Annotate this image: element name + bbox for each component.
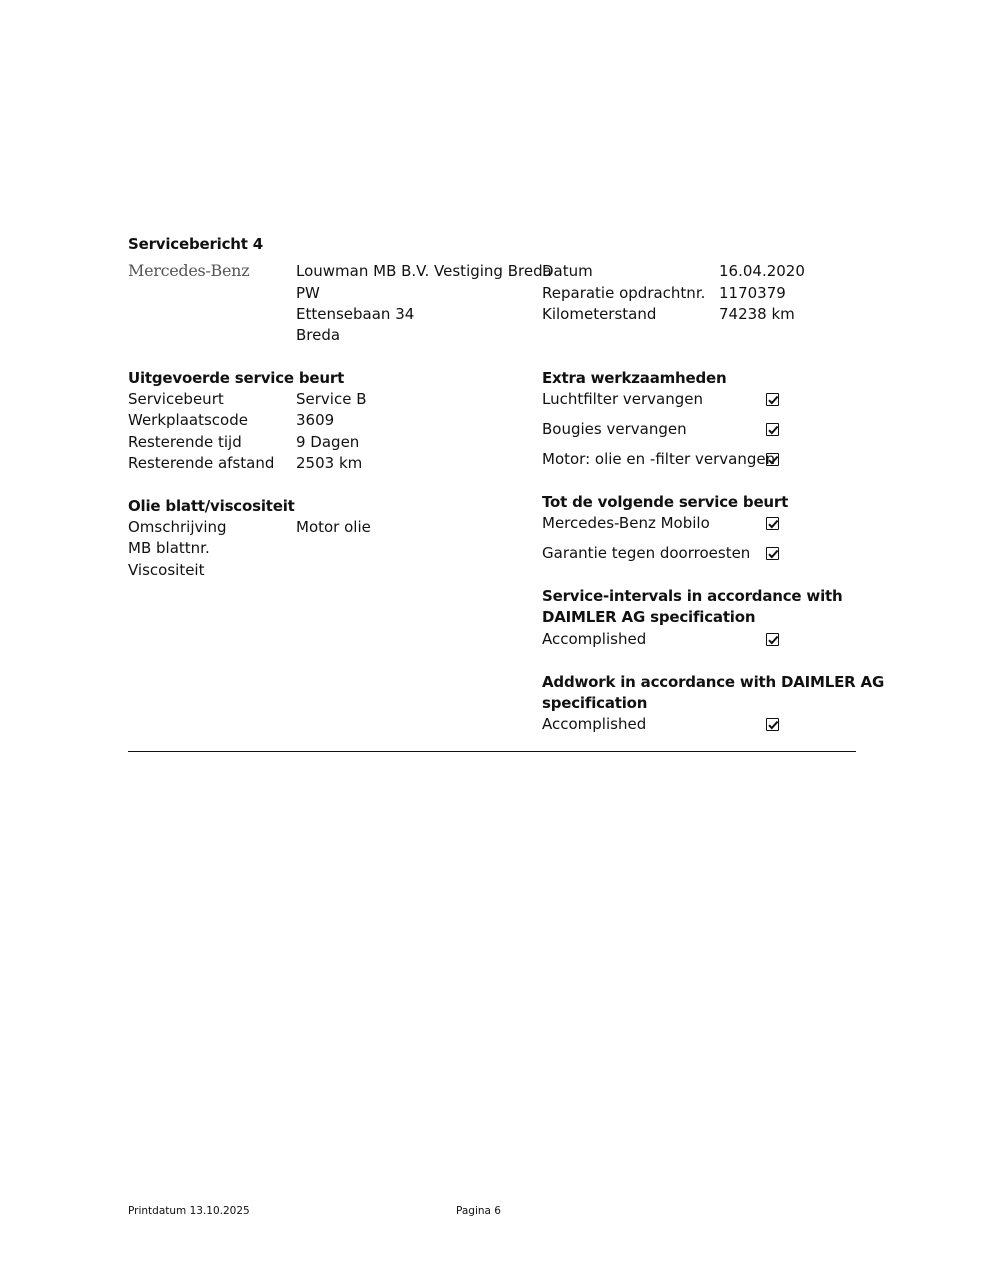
footer-printdate: Printdatum 13.10.2025 <box>128 1205 250 1217</box>
next-item-label: Mercedes-Benz Mobilo <box>542 514 710 532</box>
meta-label-date: Datum <box>542 262 593 280</box>
service-value: Service B <box>296 390 367 408</box>
extra-item-label: Motor: olie en -filter vervangen <box>542 450 776 468</box>
footer-page-number: Pagina 6 <box>456 1205 501 1217</box>
section-divider <box>128 751 856 752</box>
meta-label-mileage: Kilometerstand <box>542 305 657 323</box>
addwork-heading-line2: specification <box>542 694 648 712</box>
service-label: Resterende tijd <box>128 433 242 451</box>
extra-heading: Extra werkzaamheden <box>542 369 727 387</box>
next-heading: Tot de volgende service beurt <box>542 493 789 511</box>
extra-item-label: Bougies vervangen <box>542 420 687 438</box>
intervals-heading-line1: Service-intervals in accordance with <box>542 587 843 605</box>
checkbox-checked-icon[interactable] <box>766 718 779 731</box>
checkbox-checked-icon[interactable] <box>766 517 779 530</box>
service-heading: Uitgevoerde service beurt <box>128 369 345 387</box>
intervals-label: Accomplished <box>542 630 647 648</box>
dealer-street: Ettensebaan 34 <box>296 305 415 323</box>
service-value: 3609 <box>296 411 335 429</box>
intervals-heading-line2: DAIMLER AG specification <box>542 608 756 626</box>
dealer-name: Louwman MB B.V. Vestiging Breda <box>296 262 552 280</box>
page-title: Servicebericht 4 <box>128 235 264 253</box>
checkbox-checked-icon[interactable] <box>766 547 779 560</box>
addwork-heading-line1: Addwork in accordance with DAIMLER AG <box>542 673 885 691</box>
service-label: Resterende afstand <box>128 454 275 472</box>
oil-value: Motor olie <box>296 518 371 536</box>
meta-value-order: 1170379 <box>719 284 786 302</box>
service-label: Servicebeurt <box>128 390 224 408</box>
service-value: 2503 km <box>296 454 363 472</box>
meta-value-mileage: 74238 km <box>719 305 795 323</box>
checkbox-checked-icon[interactable] <box>766 423 779 436</box>
checkbox-checked-icon[interactable] <box>766 453 779 466</box>
oil-heading: Olie blatt/viscositeit <box>128 497 295 515</box>
next-item-label: Garantie tegen doorroesten <box>542 544 751 562</box>
checkbox-checked-icon[interactable] <box>766 633 779 646</box>
dealer-city: Breda <box>296 326 341 344</box>
service-value: 9 Dagen <box>296 433 360 451</box>
dealer-line2: PW <box>296 284 320 302</box>
oil-label: Omschrijving <box>128 518 227 536</box>
oil-label: Viscositeit <box>128 561 205 579</box>
mercedes-benz-logo: Mercedes-Benz <box>128 261 250 280</box>
oil-label: MB blattnr. <box>128 539 210 557</box>
extra-item-label: Luchtfilter vervangen <box>542 390 704 408</box>
addwork-label: Accomplished <box>542 715 647 733</box>
service-label: Werkplaatscode <box>128 411 248 429</box>
meta-label-order: Reparatie opdrachtnr. <box>542 284 706 302</box>
meta-value-date: 16.04.2020 <box>719 262 805 280</box>
checkbox-checked-icon[interactable] <box>766 393 779 406</box>
